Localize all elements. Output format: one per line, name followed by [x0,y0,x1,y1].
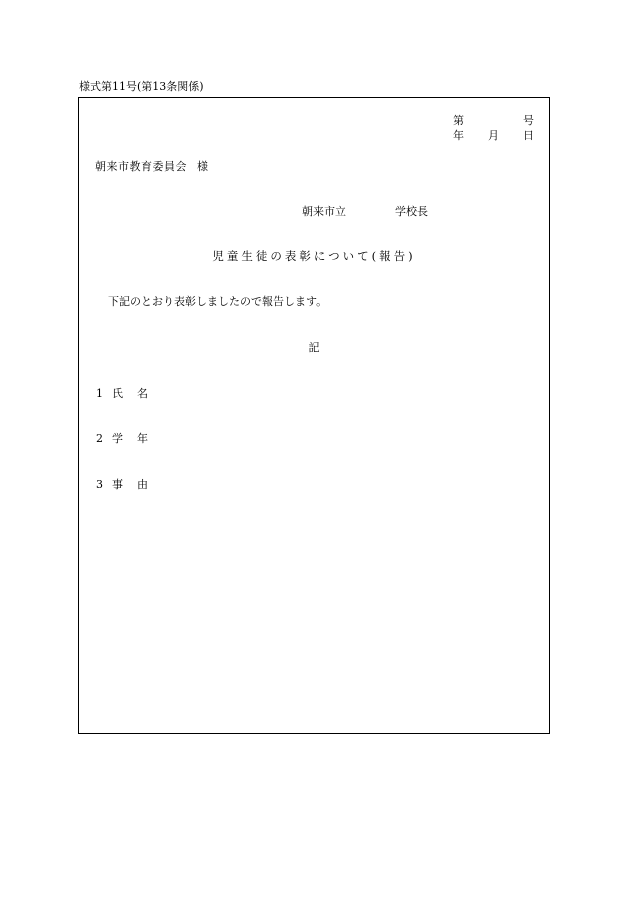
document-title: 児童生徒の表彰について(報告) [212,249,416,263]
item-label: 氏名 [112,387,162,400]
date-month-label: 月 [488,129,499,142]
item-label: 事由 [112,478,162,491]
document-number-prefix: 第 [453,114,464,127]
item-number: 3 [96,478,103,491]
date-year-label: 年 [453,129,464,142]
list-item-name [96,387,162,401]
item-number: 1 [96,387,103,400]
report-form-frame [78,97,550,734]
addressee-name: 朝来市教育委員会 [95,160,187,173]
ki-heading: 記 [308,341,320,354]
item-number: 2 [96,432,103,445]
list-item-grade [96,432,162,446]
date-day-label: 日 [523,129,534,142]
list-item-reason [96,478,162,492]
addressee-honorific: 様 [197,160,209,173]
form-number-label: 様式第11号(第13条関係) [79,80,204,93]
document-number-suffix: 号 [523,114,534,127]
sender-role: 学校長 [395,205,428,218]
body-text: 下記のとおり表彰しましたので報告します。 [108,295,328,308]
sender-organization: 朝来市立 [302,205,346,218]
item-label: 学年 [112,432,162,445]
addressee [95,160,209,174]
